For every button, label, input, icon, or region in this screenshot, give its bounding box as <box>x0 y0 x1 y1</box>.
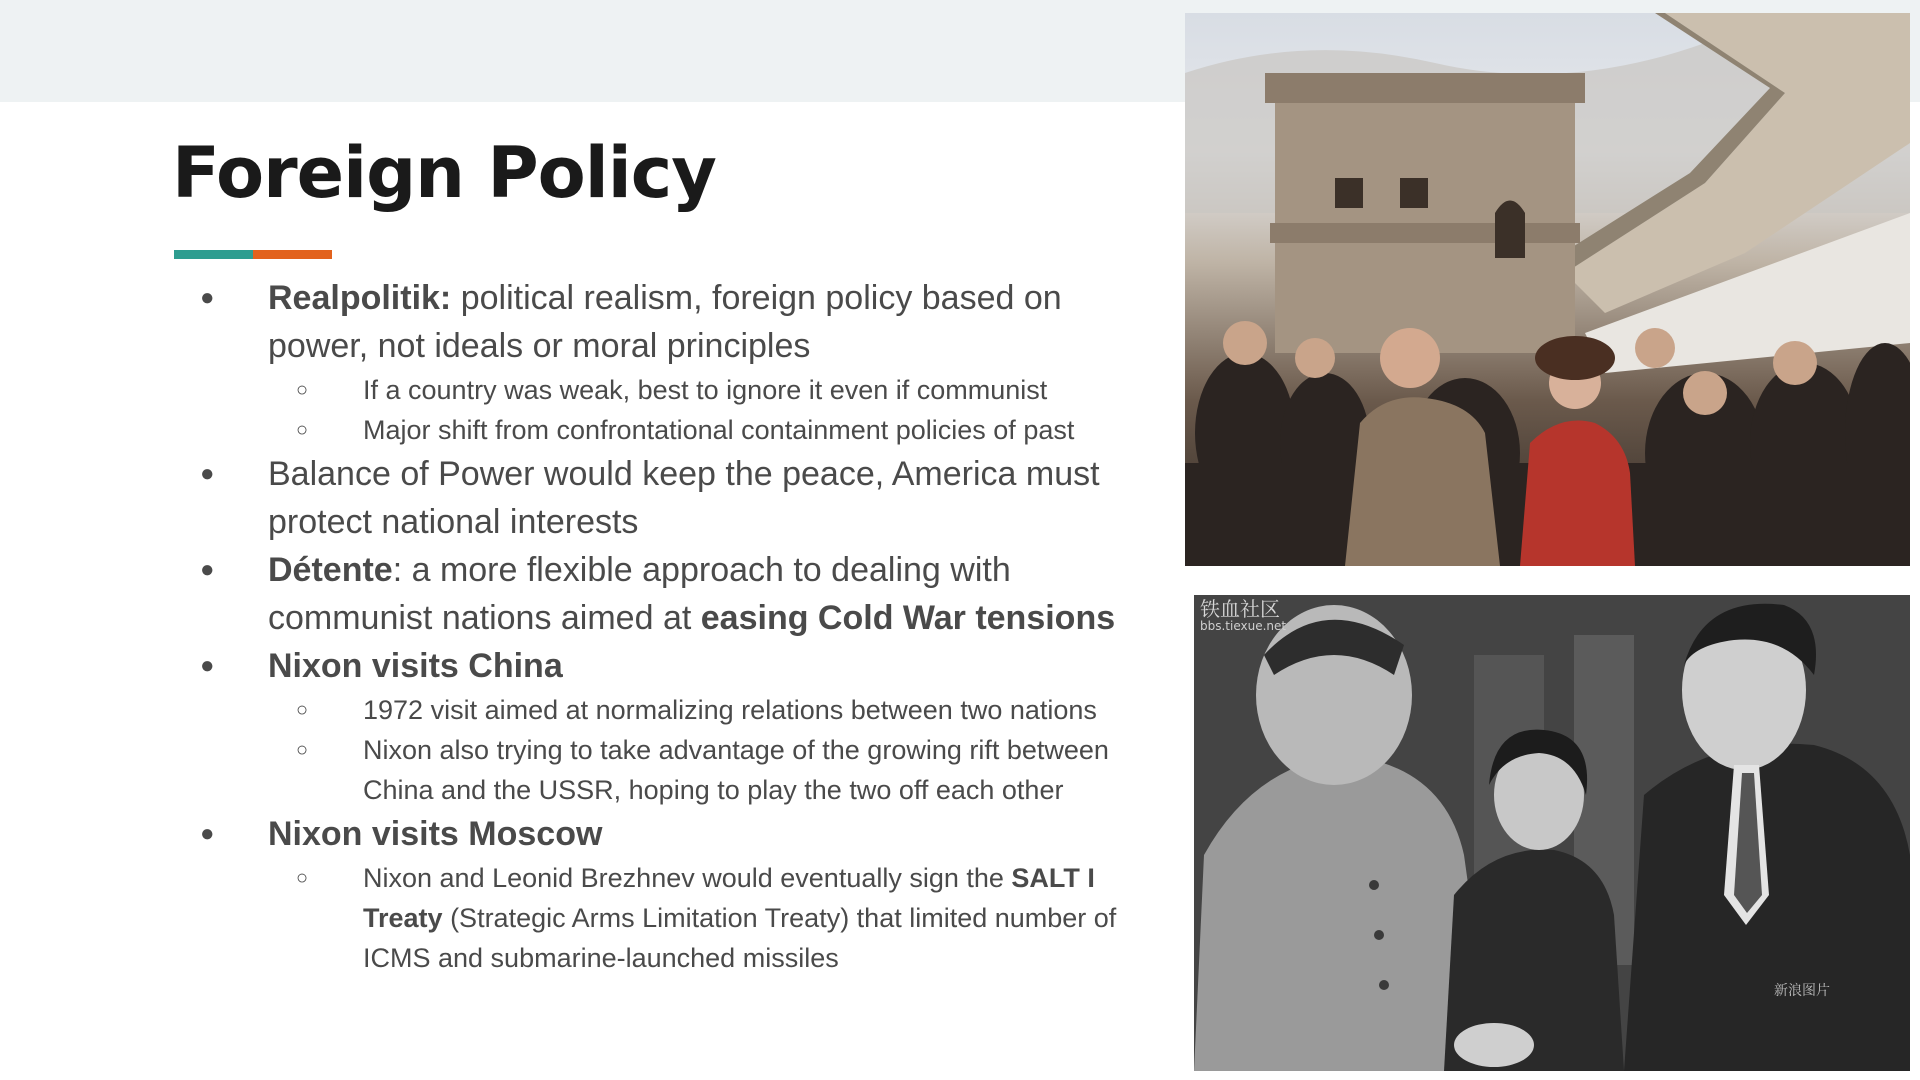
bullet-list <box>190 274 1160 978</box>
bullet-heading: Nixon visits China <box>268 647 563 685</box>
bullet-heading: Nixon visits Moscow <box>268 815 603 853</box>
bullet-bold-phrase: easing Cold War tensions <box>700 599 1116 637</box>
handshake-photo <box>1194 595 1910 1071</box>
sub-bullet: ○ Major shift from confrontational containment policies of past <box>288 410 1160 450</box>
sub-bullet-salt <box>288 858 1160 978</box>
title-accent-bar <box>174 250 332 259</box>
bullet-bold-term: Détente <box>268 551 393 589</box>
great-wall-illustration <box>1185 13 1910 566</box>
great-wall-photo <box>1185 13 1910 566</box>
sub-bullet: ○ If a country was weak, best to ignore it even if communist <box>288 370 1160 410</box>
sub-bullet: ○ Nixon also trying to take advantage of the growing rift between China and the USSR, hoping to play the two off each other <box>288 730 1160 810</box>
bullet-bold-term: SALT I Treaty <box>363 863 1095 933</box>
photo-watermark <box>1200 599 1286 633</box>
watermark-text: 铁血社区 <box>1200 597 1280 621</box>
bullet-text: Nixon and Leonid Brezhnev would eventually sign the <box>363 863 1012 893</box>
bullet-nixon-moscow <box>190 810 1160 978</box>
accent-teal <box>174 250 253 259</box>
bullet-text: political realism, foreign policy based on power, not ideals or moral principles <box>268 279 1062 365</box>
bullet-text: (Strategic Arms Limitation Treaty) that limited number of ICMS and submarine-launched missiles <box>363 903 1117 973</box>
watermark-url: bbs.tiexue.net <box>1200 619 1287 633</box>
sub-bullet-list <box>268 690 1160 810</box>
corner-mark: 新浪图片 <box>1774 983 1830 999</box>
sub-bullet-list <box>268 858 1160 978</box>
bullet-balance-of-power: ● Balance of Power would keep the peace, America must protect national interests <box>190 450 1160 546</box>
bullet-bold-term: Realpolitik: <box>268 279 452 317</box>
accent-orange <box>253 250 332 259</box>
bullet-text: : a more flexible approach to dealing with communist nations aimed at <box>268 551 1011 637</box>
sub-bullet: ○ 1972 visit aimed at normalizing relations between two nations <box>288 690 1160 730</box>
bullet-nixon-china <box>190 642 1160 810</box>
bullet-content <box>190 274 1160 978</box>
bullet-realpolitik <box>190 274 1160 450</box>
sub-bullet-list <box>268 370 1160 450</box>
slide-title: Foreign Policy <box>172 132 716 214</box>
bullet-detente <box>190 546 1160 642</box>
